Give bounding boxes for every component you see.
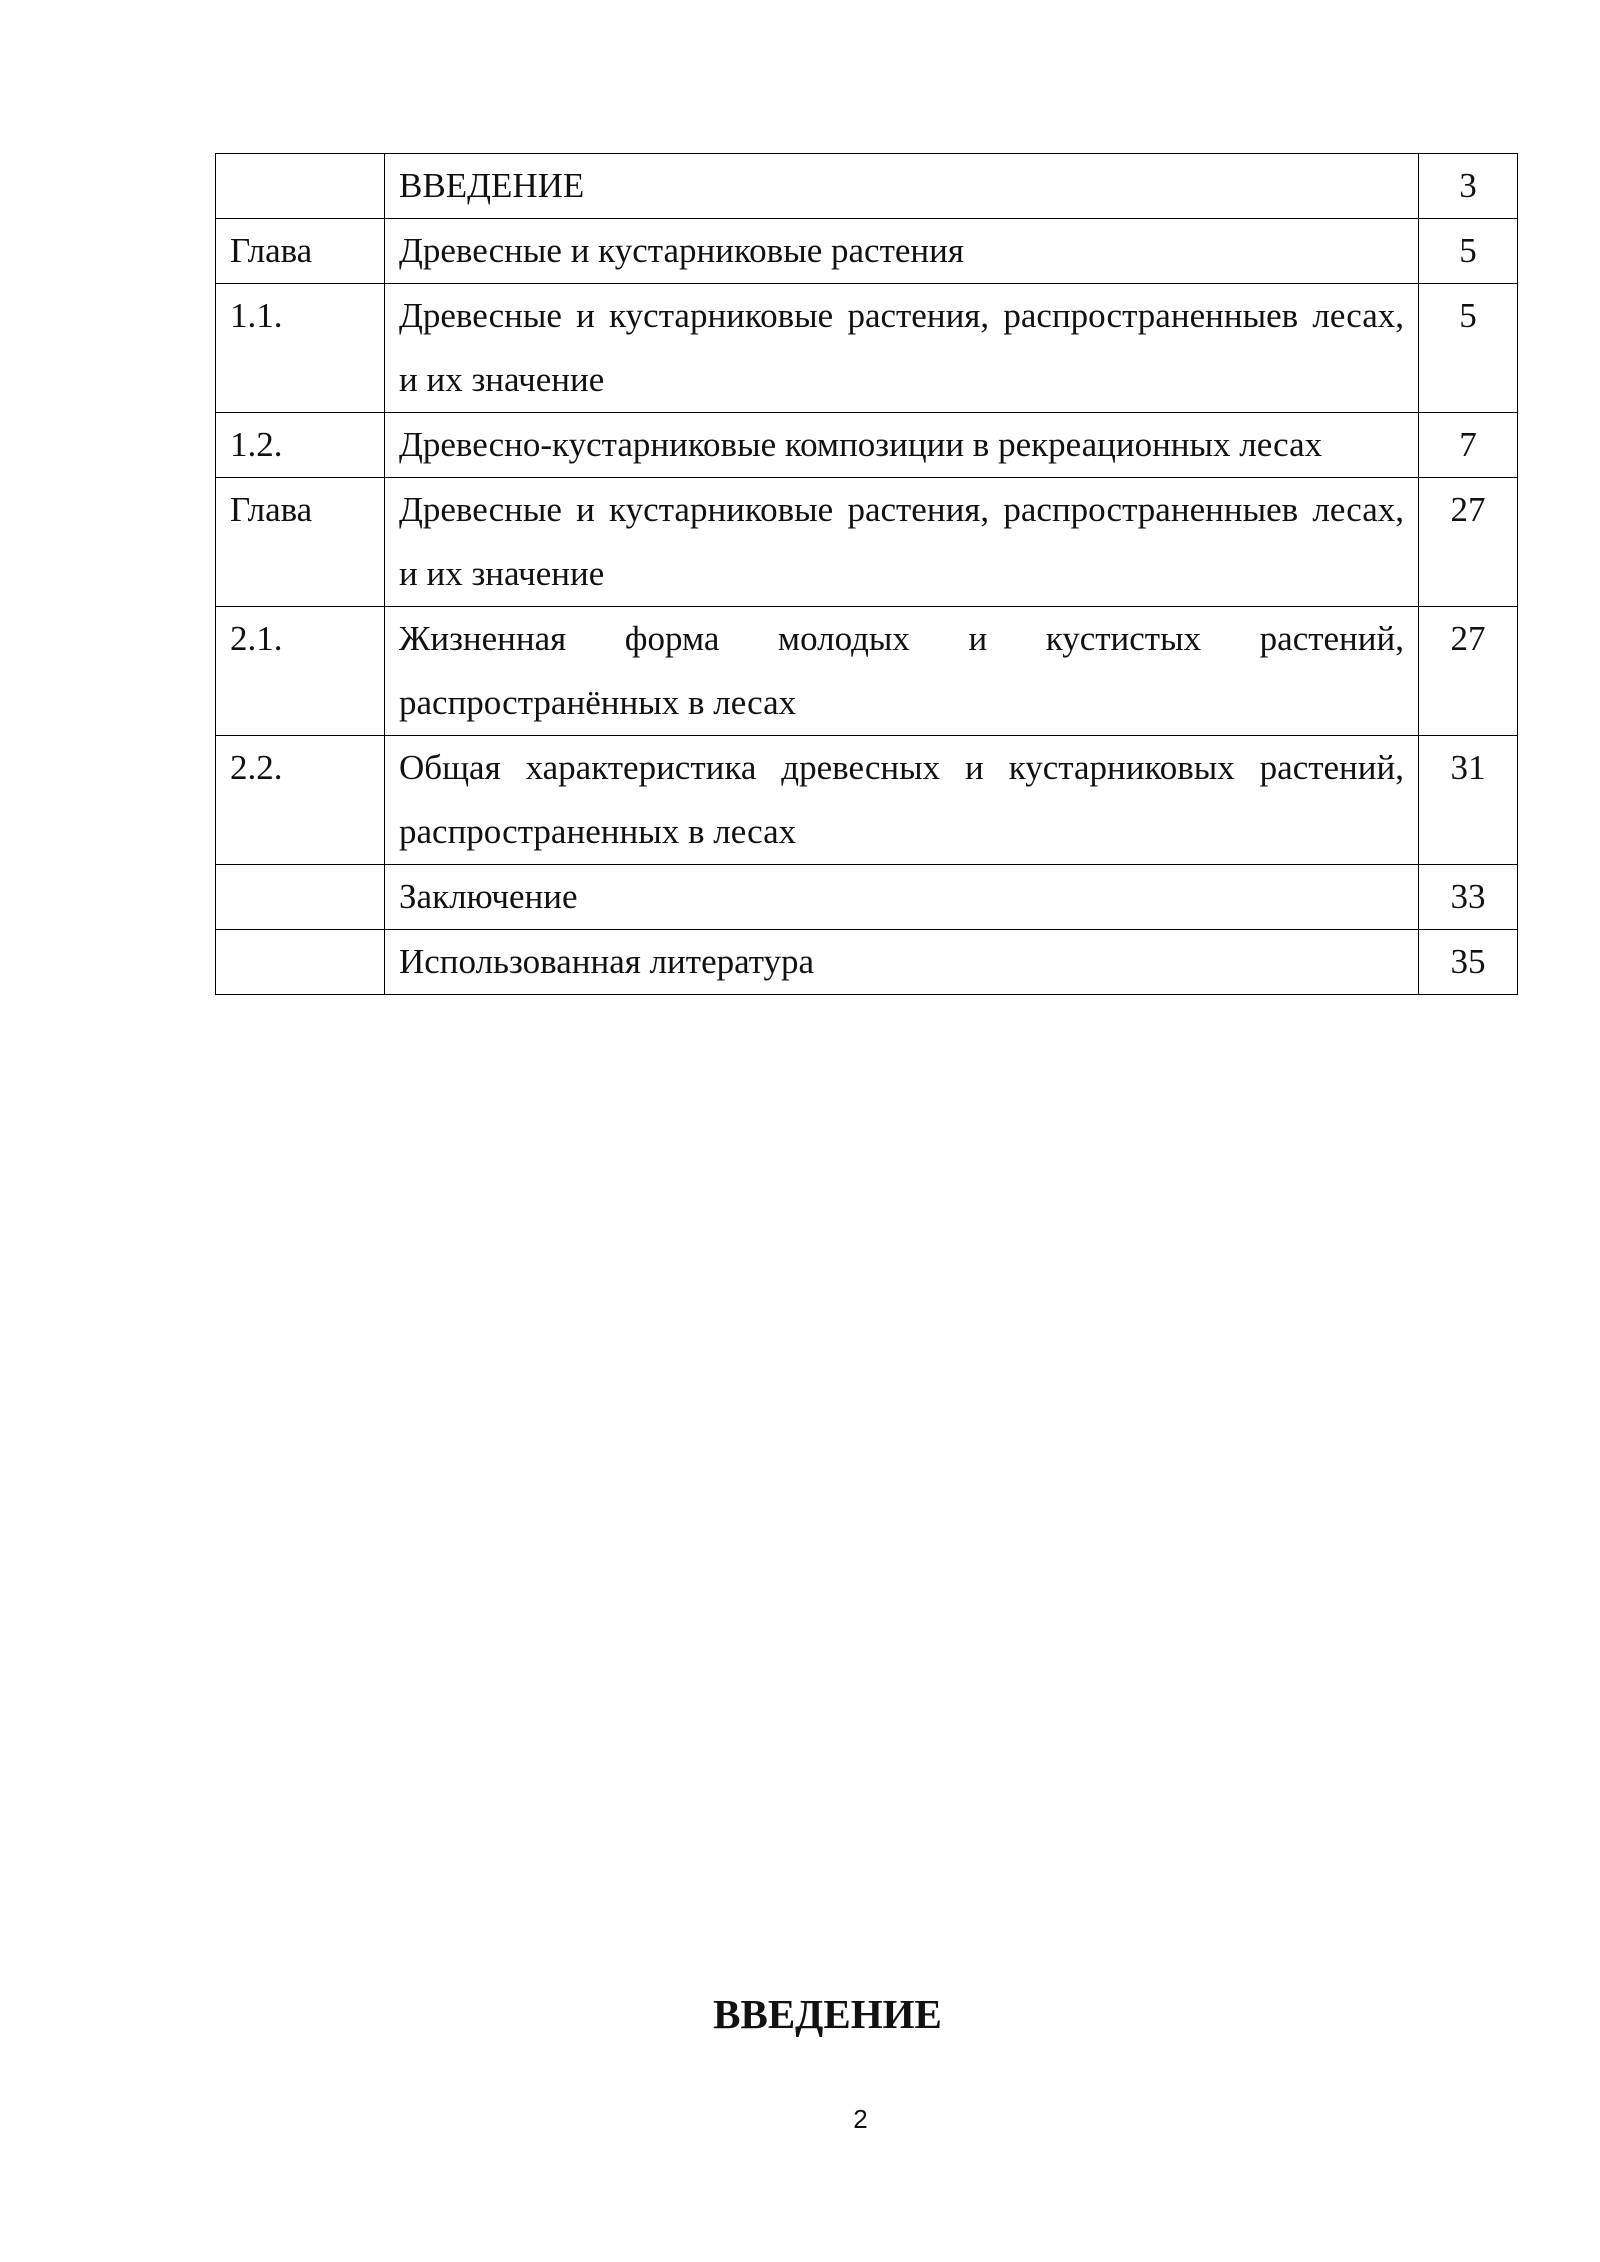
toc-title: Древесно-кустарниковые композиции в рекреационных лесах	[385, 413, 1419, 478]
toc-number: Глава	[216, 219, 385, 284]
table-row	[216, 284, 1518, 413]
toc-title: ВВЕДЕНИЕ	[385, 154, 1419, 219]
toc-number: Глава	[216, 478, 385, 607]
toc-number: 1.2.	[216, 413, 385, 478]
table-row	[216, 930, 1518, 995]
toc-page: 5	[1419, 284, 1518, 413]
section-heading: ВВЕДЕНИЕ	[713, 1991, 942, 2037]
table-row	[216, 413, 1518, 478]
toc-page: 27	[1419, 478, 1518, 607]
table-of-contents	[215, 153, 1518, 995]
toc-number	[216, 930, 385, 995]
toc-page: 35	[1419, 930, 1518, 995]
table-row	[216, 865, 1518, 930]
toc-page: 33	[1419, 865, 1518, 930]
toc-page: 3	[1419, 154, 1518, 219]
toc-page: 31	[1419, 736, 1518, 865]
toc-page: 7	[1419, 413, 1518, 478]
toc-title: Использованная литература	[385, 930, 1419, 995]
toc-title: Общая характеристика древесных и кустарниковых растений, распространенных в лесах	[385, 736, 1419, 865]
table-row	[216, 607, 1518, 736]
page-number: 2	[853, 2104, 868, 2134]
table-row	[216, 478, 1518, 607]
table-row	[216, 736, 1518, 865]
toc-number: 2.1.	[216, 607, 385, 736]
toc-page: 5	[1419, 219, 1518, 284]
toc-number: 1.1.	[216, 284, 385, 413]
table-row	[216, 154, 1518, 219]
toc-title: Древесные и кустарниковые растения, распространенныев лесах, и их значение	[385, 478, 1419, 607]
toc-title: Древесные и кустарниковые растения, распространенныев лесах, и их значение	[385, 284, 1419, 413]
toc-title: Жизненная форма молодых и кустистых растений, распространённых в лесах	[385, 607, 1419, 736]
toc-number	[216, 865, 385, 930]
table-row	[216, 219, 1518, 284]
toc-title: Древесные и кустарниковые растения	[385, 219, 1419, 284]
toc-number	[216, 154, 385, 219]
toc-page: 27	[1419, 607, 1518, 736]
toc-number: 2.2.	[216, 736, 385, 865]
toc-title: Заключение	[385, 865, 1419, 930]
